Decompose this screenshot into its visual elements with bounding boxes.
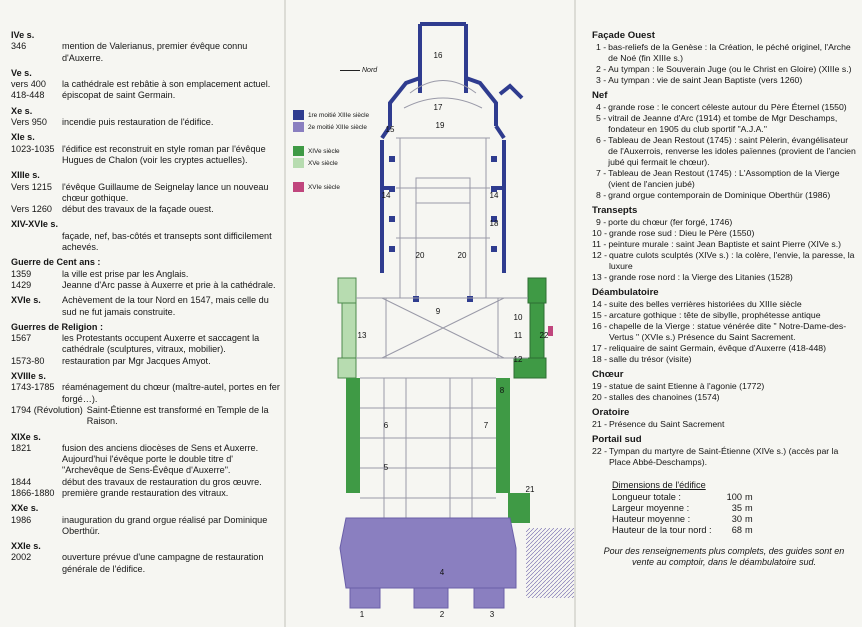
chronology-row bbox=[11, 41, 283, 64]
chronology-row bbox=[11, 231, 283, 254]
chronology-row bbox=[11, 182, 283, 205]
section-title: Oratoire bbox=[592, 407, 630, 418]
key-number: 6 - bbox=[596, 135, 607, 145]
key-item bbox=[592, 446, 856, 468]
chronology-text: ouverture prévue d'une campagne de restauration générale de l'édifice. bbox=[62, 552, 264, 574]
chronology-date: Vers 1215 bbox=[11, 181, 52, 192]
century-heading: Ve s. bbox=[11, 67, 32, 78]
nave-aisles bbox=[346, 378, 510, 493]
plan-number: 17 bbox=[433, 103, 443, 112]
chronology-date bbox=[11, 231, 62, 254]
century-heading: XXe s. bbox=[11, 503, 39, 514]
plan-number: 22 bbox=[539, 331, 549, 340]
key-number: 8 - bbox=[596, 190, 607, 200]
section-title: Chœur bbox=[592, 369, 624, 380]
chronology-date: 1743-1785 bbox=[11, 382, 55, 393]
chronology-text: Jeanne d'Arc passe à Auxerre et prie à la cathédrale. bbox=[62, 279, 276, 290]
chronology-text: fusion des anciens diocèses de Sens et Auxerre. Aujourd'hui l'évêque porte le double titre d' "Archevêque de Sens-Évêque d'Auxerre". bbox=[62, 442, 259, 476]
dimension-label: Hauteur de la tour nord : bbox=[612, 525, 712, 535]
key-item bbox=[592, 113, 856, 135]
chronology-row bbox=[11, 204, 283, 215]
chronology-date: 1573-80 bbox=[11, 355, 45, 366]
key-text: peinture murale : saint Jean Baptiste et saint Pierre (XIVe s.) bbox=[608, 239, 842, 249]
chronology-date: 1986 bbox=[11, 514, 32, 525]
dimension-unit: m bbox=[745, 503, 753, 513]
key-text: Tableau de Jean Restout (1745) : saint Pèlerin, évangélisateur de l'Auxerrois, renverse les idoles païennes (provient de l'ancien jubé qui fermait le chœur). bbox=[608, 135, 856, 167]
key-item bbox=[592, 135, 856, 168]
dimension-unit: m bbox=[745, 514, 753, 524]
chronology-text: l'évêque Guillaume de Seignelay lance un nouveau chœur gothique. bbox=[62, 181, 269, 203]
key-number: 20 - bbox=[592, 392, 607, 402]
key-text: arcature gothique : tête de sibylle, prophétesse antique bbox=[608, 310, 821, 320]
key-item bbox=[592, 343, 856, 354]
key-number: 9 - bbox=[596, 217, 607, 227]
chronology-row bbox=[11, 269, 283, 280]
chronology-date: 346 bbox=[11, 41, 27, 52]
dimension-value: 68 bbox=[731, 525, 742, 535]
plan-number: 9 bbox=[435, 307, 441, 316]
facade-hatch bbox=[526, 528, 574, 598]
chronology-text: l'édifice est reconstruit en style roman par l'évêque Hugues de Chalon (voir les cryptes actuelles). bbox=[62, 143, 266, 165]
dimension-label: Largeur moyenne : bbox=[612, 503, 690, 513]
chronology-text: la ville est prise par les Anglais. bbox=[62, 268, 189, 279]
key-number: 10 - bbox=[592, 228, 607, 238]
chronology-text: Saint-Étienne est transformé en Temple de la Raison. bbox=[86, 404, 269, 427]
chronology-date: Vers 950 bbox=[11, 117, 47, 128]
chronology-date: Vers 1260 bbox=[11, 204, 52, 215]
key-text: reliquaire de saint Germain, évêque d'Auxerre (418-448) bbox=[608, 343, 827, 353]
chronology-row bbox=[11, 405, 283, 428]
key-text: Présence du Saint Sacrement bbox=[608, 419, 725, 429]
key-text: grande rose : le concert céleste autour du Père Éternel (1550) bbox=[608, 102, 847, 112]
chronology-text: début des travaux de la façade ouest. bbox=[62, 204, 214, 215]
plan-number: 13 bbox=[357, 331, 367, 340]
key-item bbox=[592, 321, 856, 343]
century-heading: Guerre de Cent ans : bbox=[11, 257, 101, 268]
key-number: 2 - bbox=[596, 64, 607, 74]
key-text: Au tympan : le Souverain Juge (ou le Christ en Gloire) (XIIIe s.) bbox=[608, 64, 852, 74]
north-transept bbox=[338, 278, 356, 378]
section-title: Nef bbox=[592, 90, 608, 101]
plan-number: 2 bbox=[439, 610, 445, 619]
key-number: 13 - bbox=[592, 272, 607, 282]
legend-label: XVe siècle bbox=[308, 159, 338, 167]
key-item bbox=[592, 190, 856, 201]
key-text: quatre culots sculptés (XIVe s.) : la colère, l'envie, la paresse, la luxure bbox=[608, 250, 855, 271]
key-text: Tympan du martyre de Saint-Étienne (XIVe s.) (accès par la Place Abbé-Deschamps). bbox=[608, 446, 839, 467]
key-item bbox=[592, 392, 856, 403]
chronology-text: première grande restauration des vitraux. bbox=[62, 487, 229, 498]
key-number: 12 - bbox=[592, 250, 607, 260]
chronology-row bbox=[11, 443, 283, 477]
key-number: 21 - bbox=[592, 419, 607, 429]
plan-number: 5 bbox=[383, 463, 389, 472]
key-item bbox=[592, 168, 856, 190]
chronology-text: inauguration du grand orgue réalisé par Dominique Oberthür. bbox=[62, 514, 268, 536]
plan-number: 14 bbox=[489, 191, 499, 200]
plan-number: 21 bbox=[525, 485, 535, 494]
plan-number: 4 bbox=[439, 568, 445, 577]
apse bbox=[382, 24, 522, 188]
key-item bbox=[592, 272, 856, 283]
chronology-date: 1794 (Révolution) bbox=[11, 404, 83, 415]
legend-label: XIVe siècle bbox=[308, 147, 340, 155]
section-title: Portail sud bbox=[592, 434, 642, 445]
key-text: grande rose nord : la Vierge des Litanies (1528) bbox=[608, 272, 793, 282]
key-item bbox=[592, 42, 856, 64]
key-item bbox=[592, 419, 856, 430]
key-item bbox=[592, 217, 856, 228]
chronology-row bbox=[11, 356, 283, 367]
chronology-row bbox=[11, 488, 283, 499]
plan-number: 16 bbox=[433, 51, 443, 60]
chronology-text: restauration par Mgr Jacques Amyot. bbox=[62, 355, 211, 366]
chronology-row bbox=[11, 515, 283, 538]
key-text: Tableau de Jean Restout (1745) : L'Assomption de la Vierge (vient de l'ancien jubé) bbox=[608, 168, 840, 189]
key-number: 16 - bbox=[592, 321, 607, 331]
key-number: 1 - bbox=[596, 42, 607, 52]
north-label: Nord bbox=[340, 67, 377, 74]
key-item bbox=[592, 381, 856, 392]
chronology-date: 2002 bbox=[11, 552, 32, 563]
century-heading: XIXe s. bbox=[11, 431, 41, 442]
key-text: stalles des chanoines (1574) bbox=[608, 392, 720, 402]
chronology-row bbox=[11, 295, 283, 318]
section-title: Façade Ouest bbox=[592, 30, 655, 41]
chronology-text: la cathédrale est rebâtie à son emplacement actuel. bbox=[62, 79, 271, 90]
dimension-row bbox=[612, 514, 856, 525]
century-heading: XXIe s. bbox=[11, 541, 41, 552]
plan-number: 15 bbox=[385, 125, 395, 134]
plan-number: 8 bbox=[499, 386, 505, 395]
cathedral-floor-plan bbox=[286, 8, 574, 627]
chronology-date: 1023-1035 bbox=[11, 143, 55, 154]
chronology-date: 1866-1880 bbox=[11, 487, 55, 498]
chronology-row bbox=[11, 79, 283, 90]
dimension-value: 35 bbox=[731, 503, 742, 513]
key-number: 15 - bbox=[592, 310, 607, 320]
key-number: 14 - bbox=[592, 299, 607, 309]
plan-number: 20 bbox=[457, 251, 467, 260]
numbered-key-column bbox=[592, 30, 856, 567]
plan-number: 14 bbox=[381, 191, 391, 200]
key-number: 22 - bbox=[592, 446, 607, 456]
dimension-unit: m bbox=[745, 525, 753, 535]
key-number: 19 - bbox=[592, 381, 607, 391]
dimension-row bbox=[612, 525, 856, 536]
plan-number: 1 bbox=[359, 610, 365, 619]
key-text: bas-reliefs de la Genèse : la Création, le péché originel, l'Arche de Noé (fin XIIIe s.) bbox=[608, 42, 851, 63]
key-item bbox=[592, 239, 856, 250]
key-text: grande rose sud : Dieu le Père (1550) bbox=[608, 228, 755, 238]
dimensions-title: Dimensions de l'édifice bbox=[612, 480, 706, 490]
dimension-row bbox=[612, 503, 856, 514]
chronology-text: incendie puis restauration de l'édifice. bbox=[62, 117, 214, 128]
legend-label: XVIe siècle bbox=[308, 183, 340, 191]
key-text: vitrail de Jeanne d'Arc (1914) et tombe de Mgr Deschamps, fondateur en 1905 du club sportif "A.J.A." bbox=[608, 113, 838, 134]
key-text: porte du chœur (fer forgé, 1746) bbox=[608, 217, 733, 227]
footer-note: Pour des renseignements plus complets, des guides sont en vente au comptoir, dans le déambulatoire sud. bbox=[603, 546, 845, 567]
chronology-text: épiscopat de saint Germain. bbox=[62, 90, 176, 101]
chronology-text: façade, nef, bas-côtés et transepts sont difficilement achevés. bbox=[62, 230, 272, 253]
legend-label: 2e moitié XIIIe siècle bbox=[308, 123, 367, 131]
key-item bbox=[592, 228, 856, 239]
century-heading: XVIIIe s. bbox=[11, 371, 46, 382]
key-number: 3 - bbox=[596, 75, 607, 85]
key-item bbox=[592, 299, 856, 310]
chronology-text: mention de Valerianus, premier évêque connu d'Auxerre. bbox=[62, 41, 248, 63]
dimension-label: Hauteur moyenne : bbox=[612, 514, 691, 524]
key-number: 7 - bbox=[596, 168, 607, 178]
key-text: chapelle de la Vierge : statue vénérée dite " Notre-Dame-des-Vertus " (XVIe s.) Présence du Saint Sacrement. bbox=[608, 321, 847, 342]
key-item bbox=[592, 354, 856, 365]
chronology-date: 1429 bbox=[11, 279, 32, 290]
key-text: suite des belles verrières historiées du XIIIe siècle bbox=[608, 299, 802, 309]
chronology-text: les Protestants occupent Auxerre et saccagent la cathédrale (sculptures, vitraux, mobilier). bbox=[62, 333, 260, 355]
plan-number: 19 bbox=[435, 121, 445, 130]
key-number: 17 - bbox=[592, 343, 607, 353]
section-title: Déambulatoire bbox=[592, 287, 659, 298]
key-item bbox=[592, 250, 856, 272]
oratoire bbox=[508, 493, 530, 523]
chronology-row bbox=[11, 117, 283, 128]
plan-number: 18 bbox=[489, 219, 499, 228]
century-heading: Guerres de Religion : bbox=[11, 321, 103, 332]
key-number: 4 - bbox=[596, 102, 607, 112]
chronology-row bbox=[11, 382, 283, 405]
legend-label: 1re moitié XIIIe siècle bbox=[308, 111, 370, 119]
section-title: Transepts bbox=[592, 205, 638, 216]
chronology-text: Achèvement de la tour Nord en 1547, mais celle du sud ne fut jamais construite. bbox=[62, 295, 269, 317]
chronology-date: vers 400 bbox=[11, 79, 46, 90]
dimension-label: Longueur totale : bbox=[612, 492, 681, 502]
chronology-date: 1821 bbox=[11, 442, 32, 453]
century-heading: XVIe s. bbox=[11, 295, 41, 306]
plan-number: 20 bbox=[415, 251, 425, 260]
key-text: salle du trésor (visite) bbox=[608, 354, 692, 364]
chronology-row bbox=[11, 552, 283, 575]
key-item bbox=[592, 64, 856, 75]
key-text: statue de saint Etienne à l'agonie (1772) bbox=[608, 381, 765, 391]
key-number: 18 - bbox=[592, 354, 607, 364]
chronology-date: 1844 bbox=[11, 476, 32, 487]
dimensions-box bbox=[612, 480, 856, 536]
fold-line bbox=[574, 0, 576, 627]
chronology-row bbox=[11, 477, 283, 488]
transept-grid bbox=[356, 298, 528, 358]
key-number: 5 - bbox=[596, 113, 607, 123]
chronology-row bbox=[11, 90, 283, 101]
choir bbox=[396, 81, 490, 299]
chronology-text: début des travaux de restauration du gros œuvre. bbox=[62, 476, 262, 487]
key-item bbox=[592, 102, 856, 113]
key-text: grand orgue contemporain de Dominique Oberthür (1986) bbox=[608, 190, 831, 200]
south-portal bbox=[548, 326, 553, 336]
chronology-row bbox=[11, 144, 283, 167]
dimension-value: 30 bbox=[731, 514, 742, 524]
chronology-text: réaménagement du chœur (maître-autel, portes en fer forgé…). bbox=[62, 382, 280, 404]
plan-number: 6 bbox=[383, 421, 389, 430]
key-text: Au tympan : vie de saint Jean Baptiste (vers 1260) bbox=[608, 75, 803, 85]
chronology-column bbox=[11, 30, 283, 575]
dimension-row bbox=[612, 492, 856, 503]
nave-bays bbox=[360, 378, 496, 518]
chronology-date: 1567 bbox=[11, 333, 32, 344]
facade bbox=[340, 518, 516, 608]
chronology-row bbox=[11, 280, 283, 291]
century-heading: XIe s. bbox=[11, 132, 35, 143]
plan-number: 7 bbox=[483, 421, 489, 430]
plan-number: 3 bbox=[489, 610, 495, 619]
chronology-row bbox=[11, 333, 283, 356]
dimension-unit: m bbox=[745, 492, 753, 502]
century-heading: Xe s. bbox=[11, 105, 33, 116]
plan-number: 10 bbox=[513, 313, 523, 322]
chronology-date: 418-448 bbox=[11, 90, 45, 101]
century-heading: IVe s. bbox=[11, 30, 35, 40]
dimension-value: 100 bbox=[726, 492, 742, 502]
chronology-date: 1359 bbox=[11, 268, 32, 279]
key-item bbox=[592, 75, 856, 86]
plan-number: 12 bbox=[513, 355, 523, 364]
century-heading: XIV-XVIe s. bbox=[11, 219, 59, 230]
plan-number: 11 bbox=[513, 331, 523, 340]
key-item bbox=[592, 310, 856, 321]
century-heading: XIIIe s. bbox=[11, 170, 40, 181]
key-number: 11 - bbox=[592, 239, 607, 249]
